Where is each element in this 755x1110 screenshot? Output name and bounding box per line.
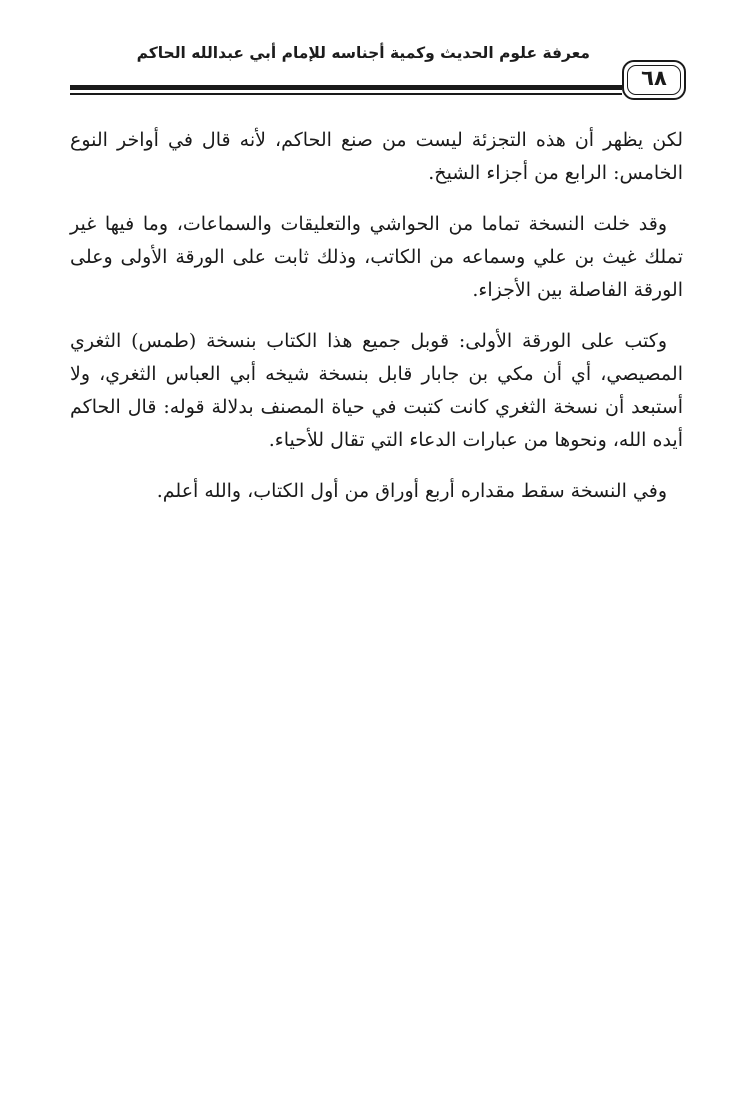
page-number: ٦٨ [641, 66, 667, 90]
paragraph-2: وقد خلت النسخة تماما من الحواشي والتعليقات والسماعات، وما فيها غير تملك غيث بن علي وسماعه من الكاتب، وذلك ثابت على الورقة الأولى وعلى الورقة الفاصلة بين الأجزاء. [70, 213, 683, 301]
header-rule-thick [70, 85, 622, 90]
running-header-title: معرفة علوم الحديث وكمية أجناسه للإمام أبي عبدالله الحاكم [136, 44, 590, 62]
paragraph-4: وفي النسخة سقط مقداره أربع أوراق من أول الكتاب، والله أعلم. [156, 480, 667, 502]
paragraph-3: وكتب على الورقة الأولى: قوبل جميع هذا الكتاب بنسخة (طمس) الثغري المصيصي، أي أن مكي بن جابار قابل بنسخة شيخه أبي العباس الثغري، ولا أستبعد أن نسخة الثغري كانت كتبت في حياة المصنف بدلالة قوله: قال الحاكم أيده الله، ونحوها من عبارات الدعاء التي تقال للأحياء. [70, 330, 683, 451]
header-rule-thin [70, 93, 622, 95]
paragraph-1: لكن يظهر أن هذه التجزئة ليست من صنع الحاكم، لأنه قال في أواخر النوع الخامس: الرابع من أجزاء الشيخ. [70, 129, 683, 184]
body-text [70, 124, 683, 526]
page-number-frame [622, 60, 686, 100]
